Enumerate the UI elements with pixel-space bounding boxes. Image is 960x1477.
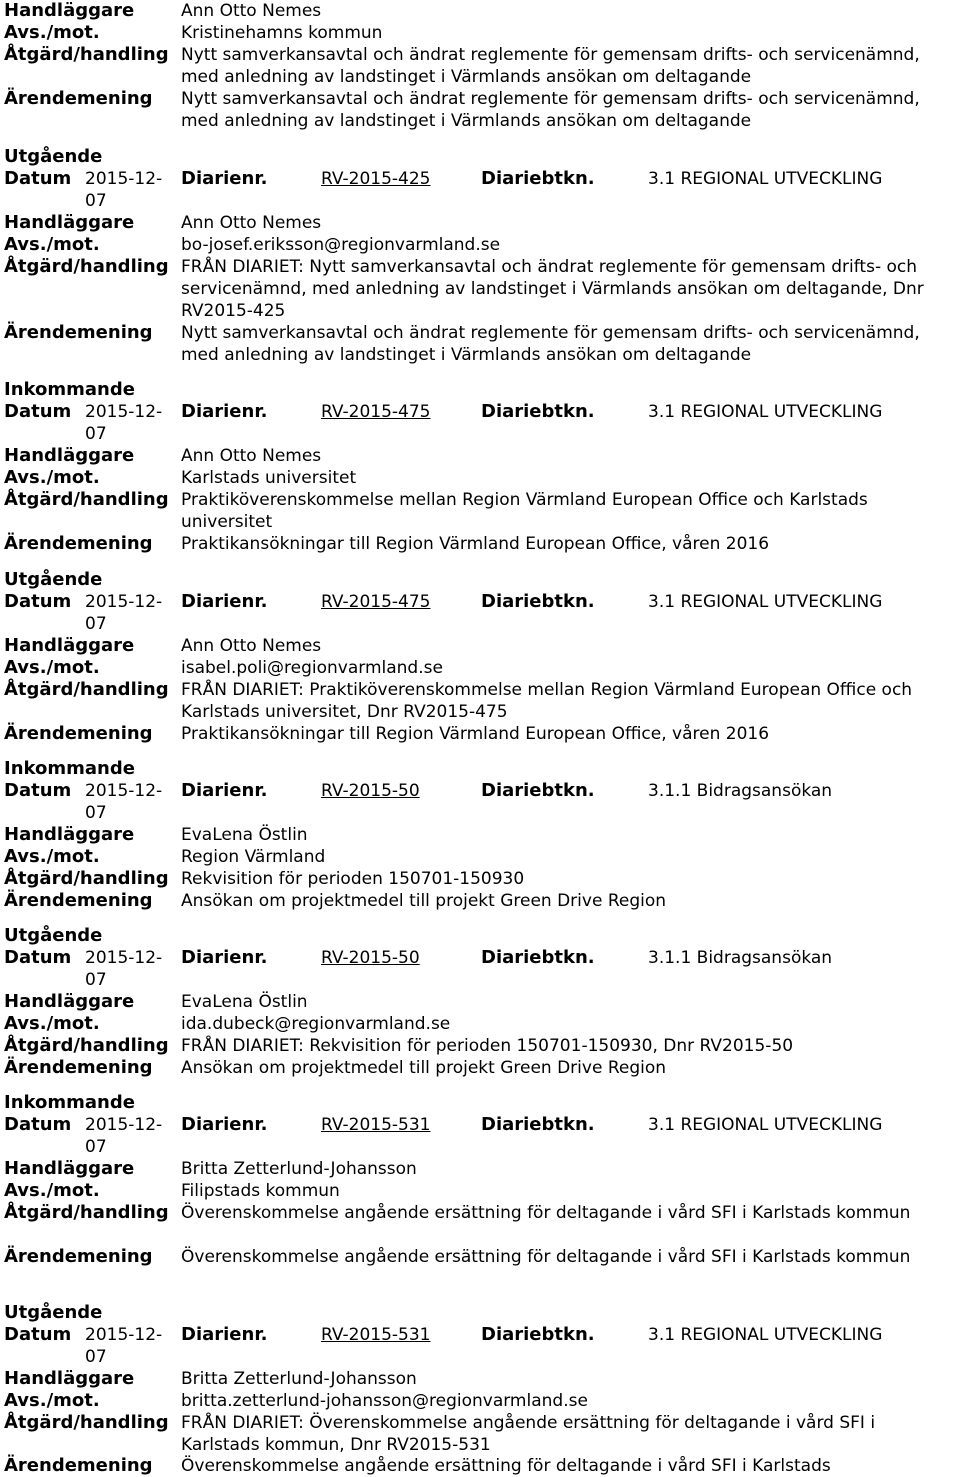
atgard-value: FRÅN DIARIET: Nytt samverkansavtal och ändrat reglemente för gemensam drifts- och servicenämnd, med anledning av landstinget i Värmlands ansökan om deltagande, Dnr RV2015-425	[181, 257, 924, 321]
avsmot-label: Avs./mot.	[4, 1390, 100, 1411]
date-value-day: 07	[85, 191, 107, 211]
arendemening-label: Ärendemening	[4, 1455, 153, 1476]
date-value: 2015-12-	[85, 169, 163, 189]
date-value-day: 07	[85, 1347, 107, 1367]
datum-label: Datum	[4, 1324, 72, 1345]
datum-row	[0, 591, 960, 635]
arendemening-label: Ärendemening	[4, 88, 153, 109]
atgard-value: Rekvisition för perioden 150701-150930	[181, 869, 525, 889]
diariebtkn-value: 3.1 REGIONAL UTVECKLING	[648, 1325, 883, 1345]
avsmot-label: Avs./mot.	[4, 467, 100, 488]
handlaggare-label: Handläggare	[4, 991, 135, 1012]
diarienr-link[interactable]: RV-2015-531	[321, 1325, 431, 1345]
handlaggare-label: Handläggare	[4, 1368, 135, 1389]
avsmot-value: Region Värmland	[181, 847, 326, 867]
diarienr-link[interactable]: RV-2015-425	[321, 169, 431, 189]
handlaggare-label: Handläggare	[4, 0, 135, 21]
datum-row	[0, 947, 960, 991]
date-value-day: 07	[85, 614, 107, 634]
diarienr-link[interactable]: RV-2015-50	[321, 948, 420, 968]
handlaggare-value: Ann Otto Nemes	[181, 213, 322, 233]
atgard-value: Praktiköverenskommelse mellan Region Värmland European Office och Karlstads universitet	[181, 490, 868, 532]
date-value-day: 07	[85, 424, 107, 444]
direction-heading: Inkommande	[4, 758, 135, 779]
direction-heading: Utgående	[4, 925, 103, 946]
direction-heading: Utgående	[4, 1302, 103, 1323]
direction-heading: Utgående	[4, 569, 103, 590]
diariebtkn-value: 3.1 REGIONAL UTVECKLING	[648, 592, 883, 612]
diarienr-label: Diarienr.	[181, 591, 268, 612]
atgard-value: Nytt samverkansavtal och ändrat reglemente för gemensam drifts- och servicenämnd, med anledning av landstinget i Värmlands ansökan om deltagande	[181, 45, 920, 87]
atgard-label: Åtgärd/handling	[4, 44, 169, 65]
atgard-label: Åtgärd/handling	[4, 679, 169, 700]
avsmot-email[interactable]: britta.zetterlund-johansson@regionvarmland.se	[181, 1391, 588, 1411]
handlaggare-value: EvaLena Östlin	[181, 825, 308, 845]
handlaggare-value: Ann Otto Nemes	[181, 1, 322, 21]
avsmot-email[interactable]: bo-josef.eriksson@regionvarmland.se	[181, 235, 501, 255]
atgard-value: FRÅN DIARIET: Praktiköverenskommelse mellan Region Värmland European Office och Karlstads universitet, Dnr RV2015-475	[181, 680, 913, 722]
datum-row	[0, 780, 960, 824]
handlaggare-label: Handläggare	[4, 824, 135, 845]
datum-label: Datum	[4, 780, 72, 801]
arendemening-value: Praktikansökningar till Region Värmland European Office, våren 2016	[181, 724, 770, 744]
arendemening-label: Ärendemening	[4, 723, 153, 744]
date-value-day: 07	[85, 970, 107, 990]
diariebtkn-label: Diariebtkn.	[481, 780, 595, 801]
avsmot-label: Avs./mot.	[4, 657, 100, 678]
direction-heading: Inkommande	[4, 379, 135, 400]
datum-label: Datum	[4, 591, 72, 612]
datum-label: Datum	[4, 168, 72, 189]
diarienr-link[interactable]: RV-2015-475	[321, 592, 431, 612]
datum-row	[0, 1114, 960, 1158]
date-value: 2015-12-	[85, 948, 163, 968]
date-value-day: 07	[85, 803, 107, 823]
diarienr-label: Diarienr.	[181, 947, 268, 968]
avsmot-value: Filipstads kommun	[181, 1181, 340, 1201]
date-value: 2015-12-	[85, 402, 163, 422]
datum-label: Datum	[4, 1114, 72, 1135]
diariebtkn-value: 3.1 REGIONAL UTVECKLING	[648, 169, 883, 189]
handlaggare-label: Handläggare	[4, 635, 135, 656]
datum-row	[0, 168, 960, 212]
handlaggare-label: Handläggare	[4, 212, 135, 233]
date-value-day: 07	[85, 1137, 107, 1157]
atgard-value: FRÅN DIARIET: Rekvisition för perioden 150701-150930, Dnr RV2015-50	[181, 1036, 794, 1056]
arendemening-value: Nytt samverkansavtal och ändrat reglemente för gemensam drifts- och servicenämnd, med anledning av landstinget i Värmlands ansökan om deltagande	[181, 323, 920, 365]
handlaggare-label: Handläggare	[4, 1158, 135, 1179]
handlaggare-value: Ann Otto Nemes	[181, 446, 322, 466]
datum-label: Datum	[4, 947, 72, 968]
atgard-label: Åtgärd/handling	[4, 1412, 169, 1433]
arendemening-label: Ärendemening	[4, 322, 153, 343]
diariebtkn-label: Diariebtkn.	[481, 1324, 595, 1345]
handlaggare-label: Handläggare	[4, 445, 135, 466]
date-value: 2015-12-	[85, 592, 163, 612]
avsmot-email[interactable]: isabel.poli@regionvarmland.se	[181, 658, 443, 678]
atgard-label: Åtgärd/handling	[4, 489, 169, 510]
avsmot-label: Avs./mot.	[4, 1013, 100, 1034]
arendemening-label: Ärendemening	[4, 890, 153, 911]
arendemening-label: Ärendemening	[4, 1057, 153, 1078]
handlaggare-value: Britta Zetterlund-Johansson	[181, 1159, 417, 1179]
diariebtkn-label: Diariebtkn.	[481, 591, 595, 612]
diarienr-label: Diarienr.	[181, 780, 268, 801]
diarienr-label: Diarienr.	[181, 1114, 268, 1135]
arendemening-label: Ärendemening	[4, 1246, 153, 1267]
atgard-label: Åtgärd/handling	[4, 256, 169, 277]
atgard-label: Åtgärd/handling	[4, 1035, 169, 1056]
arendemening-value: Nytt samverkansavtal och ändrat reglemente för gemensam drifts- och servicenämnd, med anledning av landstinget i Värmlands ansökan om deltagande	[181, 89, 920, 131]
arendemening-value: Överenskommelse angående ersättning för deltagande i vård SFI i Karlstads kommun	[181, 1247, 911, 1267]
arendemening-value: Ansökan om projektmedel till projekt Green Drive Region	[181, 891, 667, 911]
arendemening-label: Ärendemening	[4, 533, 153, 554]
diariebtkn-label: Diariebtkn.	[481, 947, 595, 968]
date-value: 2015-12-	[85, 781, 163, 801]
atgard-value: FRÅN DIARIET: Överenskommelse angående ersättning för deltagande i vård SFI i Karlstads kommun, Dnr RV2015-531	[181, 1413, 876, 1455]
diarienr-link[interactable]: RV-2015-475	[321, 402, 431, 422]
avsmot-label: Avs./mot.	[4, 1180, 100, 1201]
arendemening-value: Ansökan om projektmedel till projekt Green Drive Region	[181, 1058, 667, 1078]
handlaggare-value: EvaLena Östlin	[181, 992, 308, 1012]
diariebtkn-label: Diariebtkn.	[481, 168, 595, 189]
diariebtkn-value: 3.1 REGIONAL UTVECKLING	[648, 1115, 883, 1135]
diariebtkn-value: 3.1.1 Bidragsansökan	[648, 781, 833, 801]
avsmot-label: Avs./mot.	[4, 846, 100, 867]
avsmot-value: Kristinehamns kommun	[181, 23, 383, 43]
direction-heading: Utgående	[4, 146, 103, 167]
diarienr-link[interactable]: RV-2015-50	[321, 781, 420, 801]
avsmot-label: Avs./mot.	[4, 234, 100, 255]
avsmot-email[interactable]: ida.dubeck@regionvarmland.se	[181, 1014, 451, 1034]
handlaggare-value: Britta Zetterlund-Johansson	[181, 1369, 417, 1389]
atgard-value: Överenskommelse angående ersättning för deltagande i vård SFI i Karlstads kommun	[181, 1203, 911, 1223]
diarienr-label: Diarienr.	[181, 401, 268, 422]
diariebtkn-label: Diariebtkn.	[481, 1114, 595, 1135]
diariebtkn-value: 3.1 REGIONAL UTVECKLING	[648, 402, 883, 422]
arendemening-value: Överenskommelse angående ersättning för deltagande i vård SFI i Karlstads	[181, 1456, 831, 1476]
avsmot-value: Karlstads universitet	[181, 468, 357, 488]
datum-row	[0, 1324, 960, 1368]
avsmot-label: Avs./mot.	[4, 22, 100, 43]
diarienr-label: Diarienr.	[181, 1324, 268, 1345]
diariebtkn-label: Diariebtkn.	[481, 401, 595, 422]
datum-label: Datum	[4, 401, 72, 422]
handlaggare-value: Ann Otto Nemes	[181, 636, 322, 656]
direction-heading: Inkommande	[4, 1092, 135, 1113]
atgard-label: Åtgärd/handling	[4, 1202, 169, 1223]
date-value: 2015-12-	[85, 1115, 163, 1135]
atgard-label: Åtgärd/handling	[4, 868, 169, 889]
diarienr-label: Diarienr.	[181, 168, 268, 189]
date-value: 2015-12-	[85, 1325, 163, 1345]
arendemening-value: Praktikansökningar till Region Värmland European Office, våren 2016	[181, 534, 770, 554]
diariebtkn-value: 3.1.1 Bidragsansökan	[648, 948, 833, 968]
diarienr-link[interactable]: RV-2015-531	[321, 1115, 431, 1135]
datum-row	[0, 401, 960, 445]
